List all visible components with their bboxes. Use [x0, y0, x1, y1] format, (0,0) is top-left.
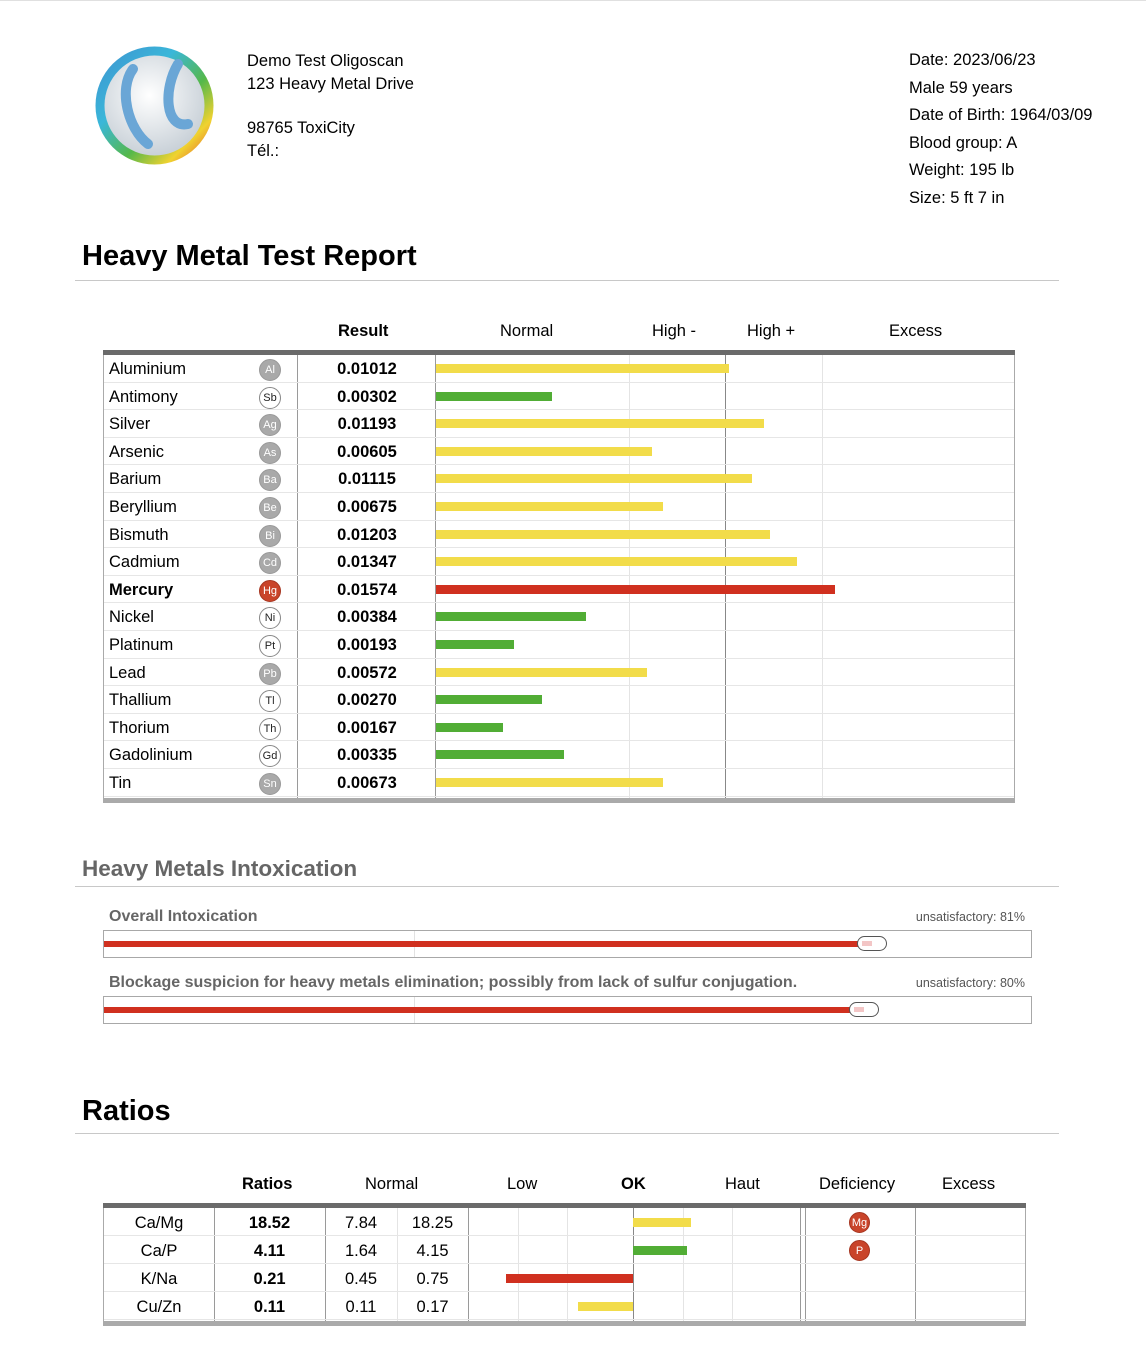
result-value: 0.01193 [337, 415, 397, 434]
metal-name: Lead [109, 663, 146, 682]
element-symbol-badge: Ag [259, 414, 281, 436]
result-value: 0.00675 [337, 498, 397, 516]
metal-name: Silver [109, 415, 151, 434]
element-symbol-badge: Al [259, 359, 281, 381]
blockage-suspicion-gauge [103, 996, 1032, 1024]
metal-name: Aluminium [109, 360, 187, 378]
element-symbol-badge: Be [259, 497, 281, 519]
table-row [104, 438, 1014, 466]
report-date: Date: 2023/06/23 [909, 51, 1036, 69]
col-header-excess: Excess [942, 1175, 996, 1193]
patient-size: Size: 5 ft 7 in [909, 188, 1005, 207]
element-symbol-badge: Sb [259, 387, 281, 409]
result-value: 0.01574 [337, 580, 397, 599]
element-symbol-badge: Sn [259, 773, 281, 795]
table-row [104, 1292, 1025, 1320]
ratio-name: Cu/Zn [136, 1298, 182, 1316]
result-value: 0.00193 [337, 636, 397, 654]
blockage-suspicion-label: Blockage suspicion for heavy metals elimination; possibly from lack of sulfur conjugation. [109, 974, 798, 991]
metal-name: Gadolinium [109, 746, 193, 765]
lab-phone: Tél.: [247, 141, 280, 160]
ratios-divider [75, 1133, 1059, 1134]
result-bar [436, 750, 564, 759]
metal-name: Thallium [109, 691, 172, 710]
ratio-name: K/Na [140, 1270, 178, 1288]
element-symbol-badge: Bi [259, 525, 281, 547]
patient-dob: Date of Birth: 1964/03/09 [909, 106, 1093, 124]
result-bar [436, 695, 542, 704]
normal-low: 1.64 [344, 1242, 378, 1260]
top-rule [0, 0, 1146, 1]
table-row [104, 1236, 1025, 1264]
result-bar [436, 364, 729, 373]
patient-sex-age: Male 59 years [909, 78, 1013, 97]
gauge-handle [857, 936, 887, 951]
table-row [104, 355, 1014, 383]
lab-address [247, 50, 414, 162]
element-symbol-badge: Tl [259, 690, 281, 712]
table-bottom-bar [103, 798, 1015, 803]
ratio-bar [633, 1246, 687, 1255]
element-symbol-badge: Pb [259, 663, 281, 685]
overall-intoxication-label: Overall Intoxication [109, 908, 258, 925]
table-row [104, 383, 1014, 411]
element-symbol-badge: Gd [259, 745, 281, 767]
metal-name: Bismuth [109, 525, 169, 544]
overall-intoxication-gauge [103, 930, 1032, 958]
table-row [104, 521, 1014, 549]
metal-name: Platinum [109, 636, 174, 654]
ratio-bar [578, 1302, 633, 1311]
result-bar [436, 474, 752, 483]
table-row [104, 410, 1014, 438]
col-header-normal-range: Normal [365, 1175, 419, 1193]
result-value: 0.00384 [337, 608, 397, 627]
result-bar [436, 419, 764, 428]
table-row [104, 603, 1014, 631]
col-header-ok: OK [621, 1175, 646, 1193]
element-symbol-badge: Ni [259, 607, 281, 629]
result-value: 0.01012 [337, 360, 397, 378]
result-bar [436, 557, 797, 566]
metals-table [103, 350, 1015, 803]
col-header-normal: Normal [500, 322, 554, 340]
ratio-name: Ca/Mg [134, 1214, 184, 1232]
globe-wave-logo-icon [93, 44, 216, 167]
result-bar [436, 723, 503, 732]
metal-name: Antimony [109, 387, 178, 406]
metal-name: Arsenic [109, 442, 165, 461]
deficiency-badge: P [849, 1240, 870, 1261]
element-symbol-badge: Th [259, 718, 281, 740]
col-header-haut: Haut [725, 1175, 760, 1193]
normal-low: 0.45 [344, 1270, 378, 1288]
metal-name: Barium [109, 470, 162, 489]
result-value: 0.00673 [337, 774, 397, 792]
col-header-excess: Excess [889, 322, 943, 340]
table-row [104, 686, 1014, 714]
col-header-high-plus: High + [747, 322, 796, 340]
metal-name: Mercury [109, 580, 174, 599]
result-bar [436, 640, 514, 649]
result-bar [436, 778, 663, 787]
table-row [104, 714, 1014, 742]
patient-info [909, 47, 1092, 212]
gauge-handle [849, 1002, 879, 1017]
metal-name: Beryllium [109, 498, 177, 516]
table-row [104, 741, 1014, 769]
result-value: 0.00605 [337, 442, 397, 461]
normal-low: 7.84 [344, 1214, 378, 1232]
result-value: 0.00572 [337, 663, 397, 682]
gauge-fill [104, 1007, 851, 1013]
col-header-deficiency: Deficiency [819, 1175, 896, 1193]
result-value: 0.01203 [337, 525, 397, 544]
lab-name: Demo Test Oligoscan [247, 52, 404, 70]
lab-street: 123 Heavy Metal Drive [247, 74, 414, 93]
result-bar [436, 585, 835, 594]
table-row [104, 576, 1014, 604]
title-divider [75, 280, 1059, 281]
ratios-table [103, 1203, 1026, 1326]
ratio-value: 0.21 [253, 1270, 286, 1288]
normal-high: 0.17 [416, 1298, 449, 1316]
col-header-high-minus: High - [652, 322, 697, 340]
col-header-ratios: Ratios [242, 1175, 293, 1193]
table-row [104, 769, 1014, 797]
metal-name: Tin [109, 774, 132, 792]
table-row [104, 631, 1014, 659]
result-bar [436, 612, 586, 621]
gauge-fill [104, 941, 859, 947]
lab-city: 98765 ToxiCity [247, 119, 355, 137]
overall-intoxication-status: unsatisfactory: 81% [915, 910, 1025, 924]
normal-high: 18.25 [411, 1214, 454, 1232]
ratio-name: Ca/P [140, 1242, 178, 1260]
result-value: 0.01115 [338, 470, 396, 489]
table-row [104, 659, 1014, 687]
result-value: 0.00270 [337, 691, 397, 710]
result-value: 0.01347 [337, 553, 397, 572]
result-value: 0.00302 [337, 387, 397, 406]
ratio-bar [506, 1274, 633, 1283]
normal-high: 0.75 [416, 1270, 449, 1288]
ratio-value: 4.11 [253, 1242, 286, 1260]
metal-name: Thorium [109, 718, 170, 737]
normal-high: 4.15 [416, 1242, 449, 1260]
patient-weight: Weight: 195 lb [909, 161, 1015, 179]
intoxication-divider [75, 886, 1059, 887]
report-title: Heavy Metal Test Report [82, 240, 417, 272]
result-value: 0.00335 [337, 746, 397, 765]
col-header-result: Result [338, 322, 389, 340]
element-symbol-badge: Ba [259, 469, 281, 491]
element-symbol-badge: Cd [259, 552, 281, 574]
table-row [104, 1208, 1025, 1236]
metal-name: Nickel [109, 608, 154, 627]
ratio-value: 18.52 [248, 1214, 291, 1232]
patient-blood-group: Blood group: A [909, 133, 1018, 152]
table-row [104, 465, 1014, 493]
element-symbol-badge: As [259, 442, 281, 464]
result-bar [436, 668, 647, 677]
intoxication-title: Heavy Metals Intoxication [82, 856, 358, 881]
result-bar [436, 530, 770, 539]
table-bottom-bar [103, 1321, 1026, 1326]
blockage-suspicion-status: unsatisfactory: 80% [915, 976, 1025, 990]
deficiency-badge: Mg [849, 1212, 870, 1233]
metal-name: Cadmium [109, 553, 180, 572]
table-row [104, 493, 1014, 521]
table-row [104, 548, 1014, 576]
ratio-value: 0.11 [253, 1298, 286, 1316]
result-value: 0.00167 [337, 718, 397, 737]
result-bar [436, 502, 663, 511]
element-symbol-badge: Pt [259, 635, 281, 657]
table-row [104, 1264, 1025, 1292]
ratios-title: Ratios [82, 1095, 171, 1127]
ratio-bar [633, 1218, 691, 1227]
element-symbol-badge: Hg [259, 580, 281, 602]
result-bar [436, 447, 652, 456]
normal-low: 0.11 [345, 1298, 377, 1316]
result-bar [436, 392, 552, 401]
col-header-low: Low [507, 1175, 538, 1193]
